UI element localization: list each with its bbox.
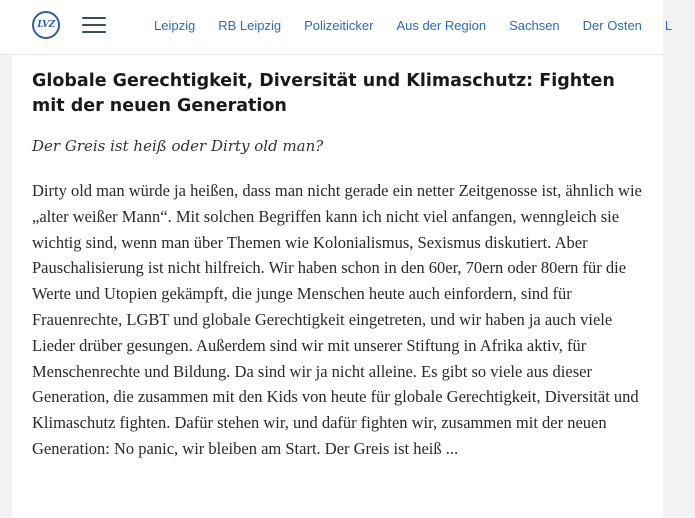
site-header	[0, 0, 673, 55]
article-paragraph: Dirty old man würde ja heißen, dass man nicht gerade ein netter Zeitgenosse ist, ähnlich wie „alter weißer Mann“. Mit solchen Begriffen kann ich nicht viel anfangen, wenngleich sie wichtig sind, wenn man über Themen wie Kolonialismus, Sexismus diskutiert. Aber Pauschalisierung ist nicht hilfreich. Wir haben schon in den 60er, 70ern oder 80ern für die Werte und Utopien gekämpft, die junge Menschen heute auch einfordern, sind für Frauenrechte, LGBT und globale Gerechtigkeit eingetreten, und wir haben ja auch viele Lieder drüber gesungen. Außerdem sind wir mit unserer Stiftung in Afrika aktiv, für Menschenrechte und Bildung. Da sind wir ja nicht alleine. Es gibt so viele aus dieser Generation, die zusammen mit den Kids von heute für globale Gerechtigkeit, Diversität und Klimaschutz fighten. Dafür stehen wir, und dafür fighten wir, zusammen mit der neuen Generation: No panic, wir bleiben am Start. Der Greis ist heiß ...	[32, 181, 642, 458]
menu-bar	[82, 24, 106, 26]
main-nav	[154, 18, 695, 36]
nav-item-der-osten[interactable]: Der Osten	[582, 18, 642, 33]
hamburger-menu-icon[interactable]	[82, 16, 106, 34]
nav-item-leipzig[interactable]: Leipzig	[154, 18, 196, 33]
menu-bar	[82, 31, 106, 33]
lvz-logo[interactable]: LVZ	[32, 11, 60, 39]
menu-bar	[82, 17, 106, 19]
article-question: Der Greis ist heiß oder Dirty old man?	[32, 137, 324, 155]
article-section-title: Globale Gerechtigkeit, Diversität und Klimaschutz: Fighten mit der neuen Generation	[32, 71, 615, 116]
nav-item-truncated[interactable]: L	[664, 18, 673, 33]
nav-item-rb-leipzig[interactable]: RB Leipzig	[218, 18, 282, 33]
nav-item-aus-der-region[interactable]: Aus der Region	[396, 18, 487, 33]
nav-item-sachsen[interactable]: Sachsen	[509, 18, 560, 33]
article-content	[12, 55, 663, 518]
nav-item-polizeiticker[interactable]: Polizeiticker	[304, 18, 374, 33]
